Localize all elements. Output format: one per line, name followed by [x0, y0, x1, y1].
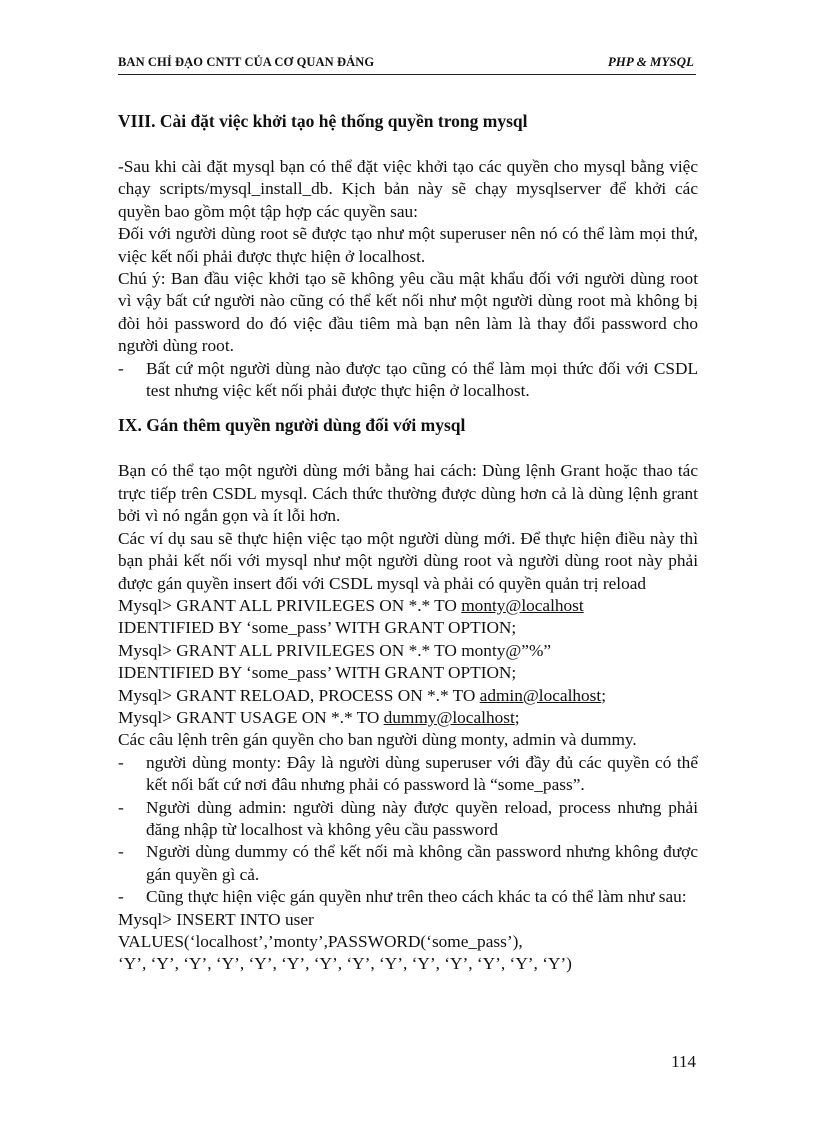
list-item-text: Bất cứ một người dùng nào được tạo cũng có thể làm mọi thức đối với CSDL test nhưng việc kết nối phải được thực hiện ở localhost. — [146, 358, 698, 401]
bullet-list — [118, 752, 698, 909]
paragraph: Bạn có thể tạo một người dùng mới bằng hai cách: Dùng lệnh Grant hoặc thao tác trực tiếp trên CSDL mysql. Cách thức thường được dùng hơn cả là dùng lệnh grant bởi vì nó ngắn gọn và ít lỗi hơn. — [118, 461, 698, 526]
page-body — [118, 110, 698, 976]
paragraph: Các ví dụ sau sẽ thực hiện việc tạo một người dùng mới. Để thực hiện điều này thì bạn phải kết nối với mysql như một người dùng root và người dùng root này phải được gán quyền insert đối với CSDL mysql và phải có quyền quản trị reload — [118, 528, 698, 593]
code-line: IDENTIFIED BY ‘some_pass’ WITH GRANT OPTION; — [118, 618, 517, 638]
code-line: Mysql> GRANT RELOAD, PROCESS ON *.* TO admin@localhost; — [118, 685, 606, 705]
paragraph: Đối với người dùng root sẽ được tạo như một superuser nên nó có thể làm mọi thứ, việc kết nối phải được thực hiện ở localhost. — [118, 224, 698, 266]
code-line: VALUES(‘localhost’,’monty’,PASSWORD(‘some_pass’), — [118, 932, 523, 951]
code-line: Mysql> GRANT ALL PRIVILEGES ON *.* TO monty@localhost — [118, 595, 584, 615]
paragraph: Các câu lệnh trên gán quyền cho ban người dùng monty, admin và dummy. — [118, 730, 637, 750]
page-number: 114 — [671, 1052, 696, 1071]
list-item — [118, 358, 698, 403]
list-item-text: Người dùng admin: người dùng này được quyền reload, process nhưng phải đăng nhập từ localhost và không yêu cầu password — [146, 797, 698, 839]
dash-marker: - — [118, 887, 124, 907]
list-item — [118, 841, 698, 886]
list-item — [118, 752, 698, 797]
header-subject: PHP & MYSQL — [607, 54, 694, 69]
email-link[interactable]: dummy@localhost — [383, 707, 515, 727]
dash-marker: - — [118, 842, 124, 862]
dash-marker: - — [118, 797, 124, 817]
section-heading-ix: IX. Gán thêm quyền người dùng đối với mysql — [118, 415, 466, 436]
paragraph: -Sau khi cài đặt mysql bạn có thể đặt việc khởi tạo các quyền cho mysql bằng việc chạy scripts/mysql_install_db. Kịch bản này sẽ chạy mysqlserver để khởi các quyền bao gồm một tập hợp các quyền sau: — [118, 157, 698, 221]
code-line: Mysql> GRANT USAGE ON *.* TO dummy@localhost; — [118, 707, 520, 727]
dash-marker: - — [118, 358, 124, 378]
list-item-text: Người dùng dummy có thể kết nối mà không cần password nhưng không được gán quyền gì cả. — [146, 842, 698, 884]
email-link[interactable]: monty@localhost — [461, 595, 584, 615]
list-item-text: Cũng thực hiện việc gán quyền như trên theo cách khác ta có thể làm như sau: — [146, 887, 687, 907]
list-item-text: người dùng monty: Đây là người dùng superuser với đầy đủ các quyền có thể kết nối bất cứ nơi đâu nhưng phải có password là “some_pass”. — [146, 752, 698, 795]
running-header — [118, 52, 696, 75]
code-line: IDENTIFIED BY ‘some_pass’ WITH GRANT OPTION; — [118, 663, 517, 683]
code-line: Mysql> INSERT INTO user — [118, 909, 314, 929]
email-link[interactable]: admin@localhost — [479, 685, 602, 705]
code-line: Mysql> GRANT ALL PRIVILEGES ON *.* TO monty@”%” — [118, 640, 552, 660]
paragraph: Chú ý: Ban đầu việc khởi tạo sẽ không yêu cầu mật khẩu đối với người dùng root vì vậy bất cứ người nào cũng có thể kết nối như một người dùng root mà không bị đòi hỏi password do đó việc đầu tiêm mà bạn nên làm là thay đổi password cho người dùng root. — [118, 269, 698, 356]
list-item — [118, 886, 698, 908]
section-heading-viii: VIII. Cài đặt việc khởi tạo hệ thống quyền trong mysql — [118, 111, 528, 131]
header-organization: BAN CHỈ ĐẠO CNTT CỦA CƠ QUAN ĐẢNG — [118, 55, 375, 69]
bullet-list — [118, 358, 698, 403]
dash-marker: - — [118, 752, 124, 772]
code-line: ‘Y’, ‘Y’, ‘Y’, ‘Y’, ‘Y’, ‘Y’, ‘Y’, ‘Y’, ‘Y’, ‘Y’, ‘Y’, ‘Y’, ‘Y’, ‘Y’) — [118, 954, 572, 974]
list-item — [118, 797, 698, 842]
